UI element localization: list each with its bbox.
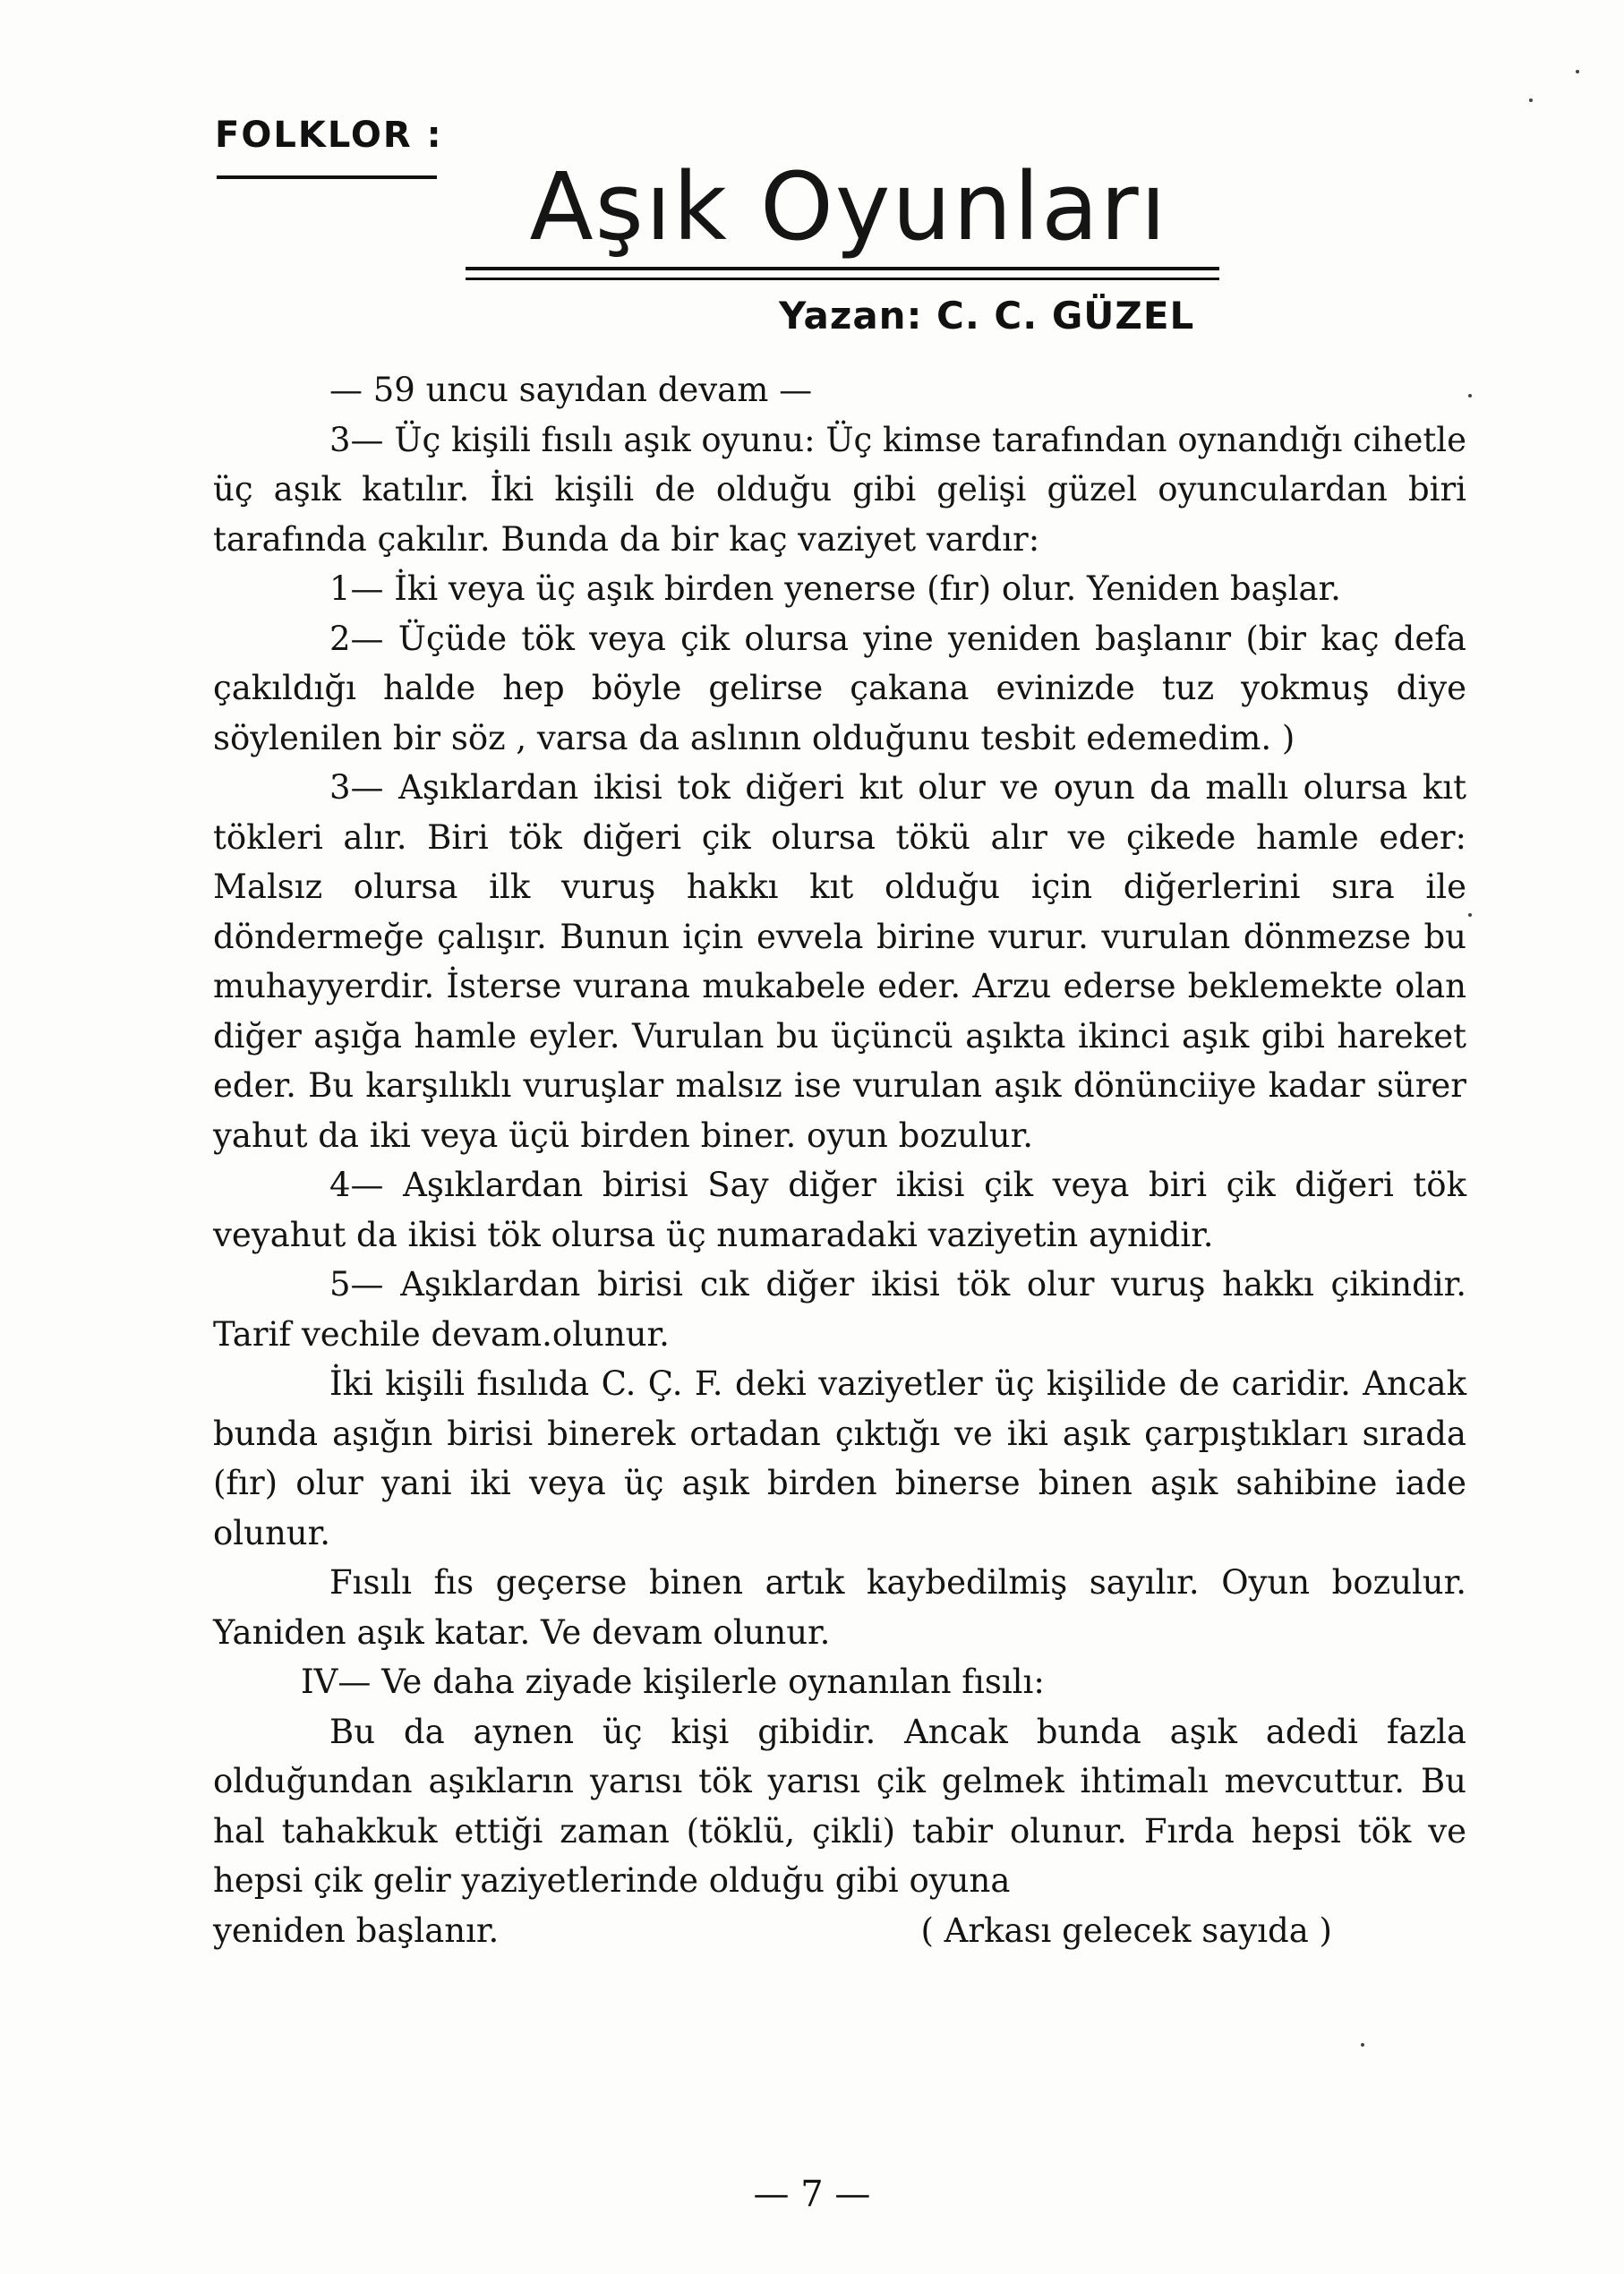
paragraph-6: 5— Aşıklardan birisi cık diğer ikisi tök olur vuruş hakkı çikindir. Tarif vechile devam.olunur. xyxy=(213,1265,1466,1354)
author-line xyxy=(779,294,1194,338)
paragraph-3: 2— Üçüde tök veya çik olursa yine yeniden başlanır (bir kaç defa çakıldığı halde hep böyle gelirse çakana evinizde tuz yokmuş diye söylenilen bir söz , varsa da aslının olduğunu tesbit edemedim. ) xyxy=(213,619,1466,757)
closing-line xyxy=(213,1906,1466,1956)
scan-speck xyxy=(1468,913,1472,917)
article-title: Aşık Oyunları xyxy=(529,152,1168,261)
paragraph-9-heading: IV— Ve daha ziyade kişilerle oynanılan fısılı: xyxy=(301,1663,1045,1701)
scan-speck xyxy=(1529,98,1533,102)
continuation-note: — 59 uncu sayıdan devam — xyxy=(329,371,813,409)
scan-speck xyxy=(1361,2043,1364,2047)
paragraph-7: İki kişili fısılıda C. Ç. F. deki vaziyetler üç kişilide de caridir. Ancak bunda aşığın birisi binerek ortadan çıktığı ve iki aşık çarpıştıkları sırada (fır) olur yani iki veya üç aşık birden binerse binen aşık sahibine iade olunur. xyxy=(213,1364,1466,1552)
paragraph-1: 3— Üç kişili fısılı aşık oyunu: Üç kimse tarafından oynandığı cihetle üç aşık katılır. İki kişili de olduğu gibi gelişi güzel oyunculardan biri tarafında çakılır. Bunda da bir kaç vaziyet vardır: xyxy=(213,420,1466,559)
section-label: FOLKLOR : xyxy=(215,115,443,156)
to-be-continued-note: ( Arkası gelecek sayıda ) xyxy=(920,1911,1332,1950)
author-name: C. C. GÜZEL xyxy=(936,294,1195,338)
title-double-rule-top xyxy=(466,267,1219,270)
author-prefix: Yazan: xyxy=(779,294,923,338)
article-body xyxy=(213,365,1466,1955)
paragraph-2: 1— İki veya üç aşık birden yenerse (fır) olur. Yeniden başlar. xyxy=(329,569,1341,608)
paragraph-8: Fısılı fıs geçerse binen artık kaybedilmiş sayılır. Oyun bozulur. Yaniden aşık katar. Ve devam olunur. xyxy=(213,1563,1466,1652)
closing-text: yeniden başlanır. xyxy=(213,1911,500,1950)
paragraph-10: Bu da aynen üç kişi gibidir. Ancak bunda aşık adedi fazla olduğundan aşıkların yarısı tök yarısı çik gelmek ihtimalı mevcuttur. Bu hal tahakkuk ettiği zaman (töklü, çikli) tabir olunur. Fırda hepsi tök ve hepsi çik gelir yaziyetlerinde olduğu gibi oyuna xyxy=(213,1712,1466,1900)
title-double-rule-bottom xyxy=(466,278,1219,280)
scan-speck xyxy=(1468,394,1472,398)
section-label-underline xyxy=(217,175,437,179)
paragraph-4: 3— Aşıklardan ikisi tok diğeri kıt olur ve oyun da mallı olursa kıt tökleri alır. Biri tök diğeri çik olursa tökü alır ve çikede hamle eder: Malsız olursa ilk vuruş hakkı kıt olduğu için diğerlerini sıra ile döndermeğe çalışır. Bunun için evvela birine vurur. vurulan dönmezse bu muhayyerdir. İsterse vurana mukabele eder. Arzu ederse beklemekte olan diğer aşığa hamle eyler. Vurulan bu üçüncü aşıkta ikinci aşık gibi hareket eder. Bu karşılıklı vuruşlar malsız ise vurulan aşık dönünciiye kadar sürer yahut da iki veya üçü birden biner. oyun bozulur. xyxy=(213,768,1466,1155)
page-number: — 7 — xyxy=(753,2174,871,2215)
paragraph-5: 4— Aşıklardan birisi Say diğer ikisi çik veya biri çik diğeri tök veyahut da ikisi tök olursa üç numaradaki vaziyetin aynidir. xyxy=(213,1166,1466,1254)
scan-speck xyxy=(1576,70,1579,73)
